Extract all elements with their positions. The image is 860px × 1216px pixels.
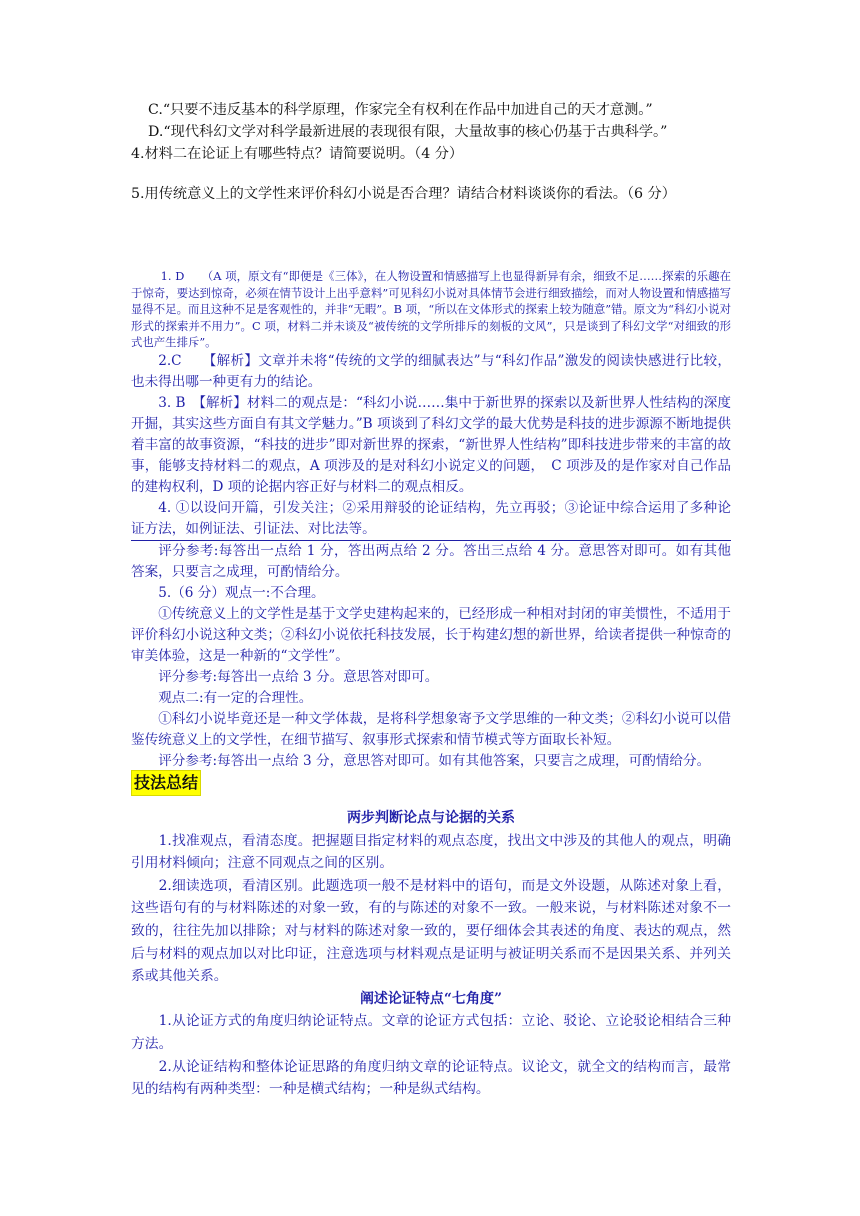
answer-4: 4. ①以设问开篇，引发关注；②采用辩驳的论证结构，先立再驳；③论证中综合运用了多种论证方法，如例证法、引证法、对比法等。 (131, 498, 731, 541)
answer-key (131, 268, 731, 772)
answer-5-view-2: ①科幻小说毕竟还是一种文学体裁，是将科学想象寄予文学思维的一种文类；②科幻小说可以借鉴传统意义上的文学性，在细节描写、叙事形式探索和情节模式等方面取长补短。 (131, 710, 731, 748)
answer-5-score-2: 评分参考:每答出一点给 3 分，意思答对即可。如有其他答案，只要言之成理，可酌情给分。 (158, 752, 711, 769)
summary-title-2: 阐述论证特点“七角度” (359, 990, 503, 1007)
answer-5-view-1: ①传统意义上的文学性是基于文学史建构起来的，已经形成一种相对封闭的审美惯性，不适用于评价科幻小说这种文类；②科幻小说依托科技发展，长于构建幻想的新世界，给读者提供一种惊奇的审美体验，这是一种新的“文学性”。 (131, 605, 731, 664)
answer-2: 2.C 【解析】文章并未将“传统的文学的细腻表达”与“科幻作品”激发的阅读快感进行比较，也未得出哪一种更有力的结论。 (131, 352, 731, 390)
answer-3: 3. B 【解析】材料二的观点是：“科幻小说……集中于新世界的探索以及新世界人性结构的深度开掘，其实这些方面自有其文学魅力。”B 项谈到了科幻文学的最大优势是科技的进步源源不断地提供着丰富的故事资源，“科技的进步”即对新世界的探索，“新世界人性结构”即科技进步带来的丰富的故事，能够支持材料二的观点，A 项涉及的是对科幻小说定义的问题， C 项涉及的是作家对自己作品的建构权利，D 项的论据内容正好与材料二的观点相反。 (131, 394, 731, 495)
summary-point-4: 2.从论证结构和整体论证思路的角度归纳文章的论证特点。议论文，就全文的结构而言，最常见的结构有两种类型：一种是横式结构；一种是纵式结构。 (131, 1058, 731, 1098)
summary-point-3: 1.从论证方式的角度归纳论证特点。文章的论证方式包括：立论、驳论、立论驳论相结合三种方法。 (131, 1013, 731, 1052)
answer-5-score-1: 评分参考:每答出一点给 3 分。意思答对即可。 (158, 668, 439, 685)
answer-1: 1. D （A 项，原文有“即便是《三体》，在人物设置和情感描写上也显得新异有余，细致不足……探索的乐趣在于惊奇，要达到惊奇，必须在情节设计上出乎意料”可见科幻小说对具体情节会进行细致描绘，而对人物设置和情感描写显得不足。而且这种不足是客观性的，并非“无暇”。B 项，“所以在文体形式的探索上较为随意”错。原文为“科幻小说对形式的探索并不用力”。C 项，材料二并未谈及“被传统的文学所排斥的刻板的文风”，只是谈到了科幻文学“对细致的形式也产生排斥”。 (131, 269, 731, 349)
option-c: C.“只要不违反基本的科学原理，作家完全有权利在作品中加进自己的天才意测。” (148, 102, 653, 118)
question-4: 4.材料二在论证上有哪些特点？请简要说明。（4 分） (131, 146, 464, 162)
answer-5-view-2-heading: 观点二:有一定的合理性。 (158, 689, 313, 706)
question-5: 5.用传统意义上的文学性来评价科幻小说是否合理？请结合材料谈谈你的看法。（6 分） (131, 186, 676, 202)
summary-point-2: 2.细读选项，看清区别。此题选项一般不是材料中的语句，而是文外设题，从陈述对象上看，这些语句有的与材料陈述的对象一致，有的与陈述的对象不一致。一般来说，与材料陈述对象不一致的，往往先加以排除；对与材料的陈述对象一致的，要仔细体会其表述的角度、表达的观点，然后与材料的观点加以对比印证，注意选项与材料观点是证明与被证明关系而不是因果关系、并列关系或其他关系。 (131, 877, 731, 985)
summary-title-1: 两步判断论点与论据的关系 (347, 810, 515, 826)
answer-4-score: 评分参考:每答出一点给 1 分，答出两点给 2 分。答出三点给 4 分。意思答对即可。如有其他答案，只要言之成理，可酌情给分。 (131, 542, 731, 580)
technique-summary (131, 807, 731, 1101)
technique-summary-tag: 技法总结 (131, 770, 201, 796)
summary-point-1: 1.找准观点，看清态度。把握题目指定材料的观点态度，找出文中涉及的其他人的观点，明确引用材料倾向；注意不同观点之间的区别。 (131, 832, 731, 872)
answer-5-heading: 5.（6 分）观点一:不合理。 (158, 584, 325, 601)
option-d: D.“现代科幻文学对科学最新进展的表现很有限，大量故事的核心仍基于古典科学。” (148, 124, 668, 140)
